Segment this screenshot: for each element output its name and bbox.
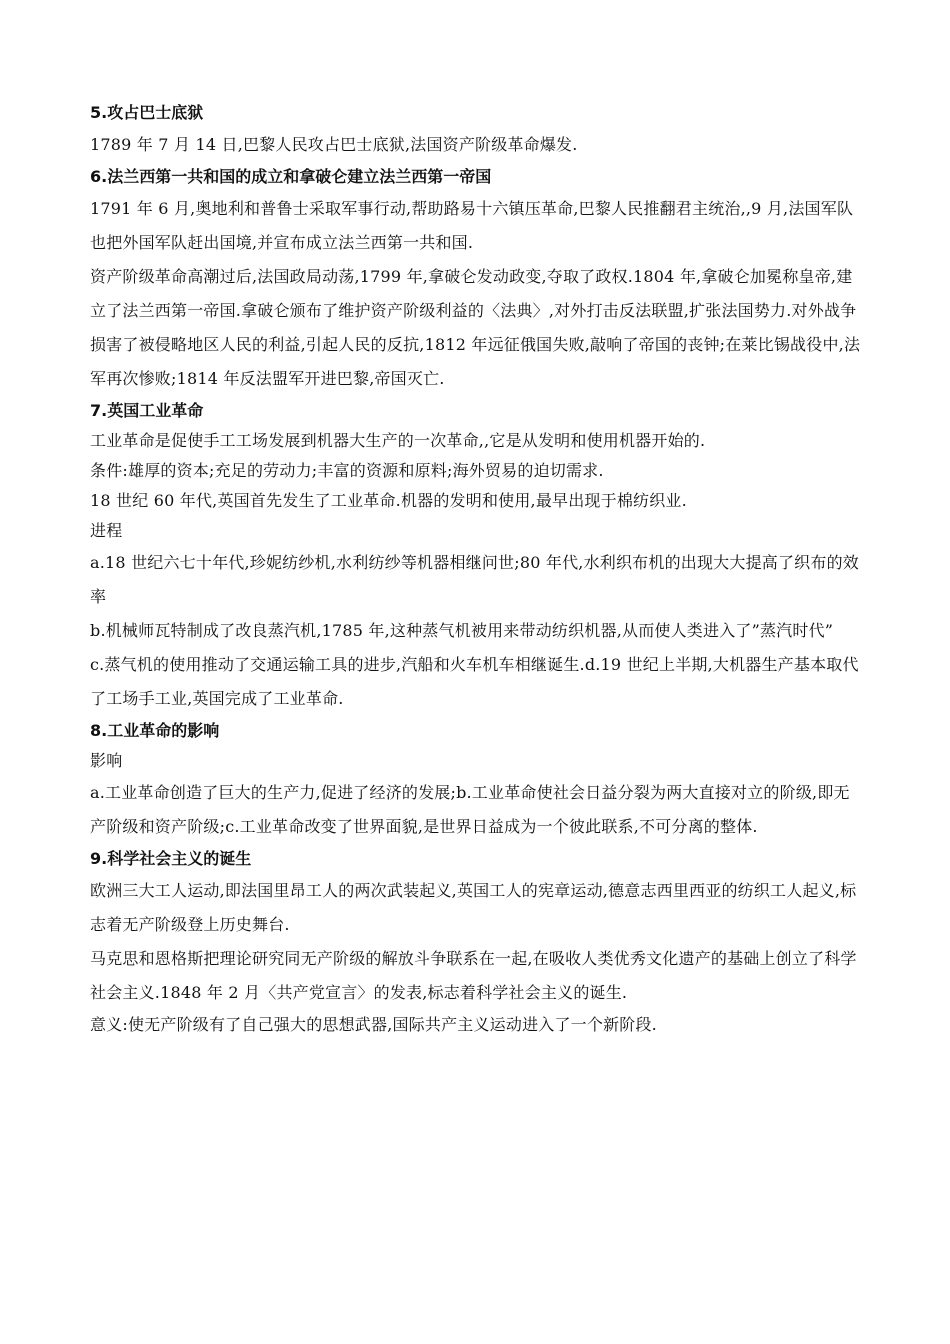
section-8 (90, 716, 865, 844)
paragraph: c.蒸气机的使用推动了交通运输工具的进步,汽船和火车机车相继诞生.d.19 世纪上半期,大机器生产基本取代了工场手工业,英国完成了工业革命. (90, 655, 859, 708)
paragraph: 意义:使无产阶级有了自己强大的思想武器,国际共产主义运动进入了一个新阶段. (90, 1015, 657, 1034)
paragraph: 马克思和恩格斯把理论研究同无产阶级的解放斗争联系在一起,在吸收人类优秀文化遗产的基础上创立了科学社会主义.1848 年 2 月〈共产党宣言〉的发表,标志着科学社会主义的诞生. (90, 949, 857, 1002)
section-5 (90, 98, 865, 162)
section-heading: 9.科学社会主义的诞生 (90, 849, 252, 868)
document-page (90, 98, 865, 1040)
paragraph: b.机械师瓦特制成了改良蒸汽机,1785 年,这种蒸气机被用来带动纺织机器,从而使人类进入了”蒸汽时代” (90, 621, 834, 640)
paragraph: 1791 年 6 月,奥地利和普鲁士采取军事行动,帮助路易十六镇压革命,巴黎人民推翻君主统治,,9 月,法国军队也把外国军队赶出国境,并宣布成立法兰西第一共和国. (90, 199, 854, 252)
section-heading: 7.英国工业革命 (90, 401, 204, 420)
paragraph: 18 世纪 60 年代,英国首先发生了工业革命.机器的发明和使用,最早出现于棉纺织业. (90, 491, 687, 510)
section-7 (90, 396, 865, 716)
section-heading: 6.法兰西第一共和国的成立和拿破仑建立法兰西第一帝国 (90, 167, 492, 186)
paragraph: 影响 (90, 751, 123, 770)
paragraph: a.18 世纪六七十年代,珍妮纺纱机,水利纺纱等机器相继问世;80 年代,水利织布机的出现大大提高了织布的效率 (90, 553, 859, 606)
paragraph: 1789 年 7 月 14 日,巴黎人民攻占巴士底狱,法国资产阶级革命爆发. (90, 135, 578, 154)
paragraph: a.工业革命创造了巨大的生产力,促进了经济的发展;b.工业革命使社会日益分裂为两大直接对立的阶级,即无产阶级和资产阶级;c.工业革命改变了世界面貌,是世界日益成为一个彼此联系,不可分离的整体. (90, 783, 850, 836)
paragraph: 工业革命是促使手工工场发展到机器大生产的一次革命,,它是从发明和使用机器开始的. (90, 431, 706, 450)
paragraph: 资产阶级革命高潮过后,法国政局动荡,1799 年,拿破仑发动政变,夺取了政权.1804 年,拿破仑加冕称皇帝,建立了法兰西第一帝国.拿破仑颁布了维护资产阶级利益的〈法典〉,对外打击反法联盟,扩张法国势力.对外战争损害了被侵略地区人民的利益,引起人民的反抗,1812 年远征俄国失败,敲响了帝国的丧钟;在莱比锡战役中,法军再次惨败;1814 年反法盟军开进巴黎,帝国灭亡. (90, 267, 861, 388)
paragraph: 进程 (90, 521, 123, 540)
section-heading: 8.工业革命的影响 (90, 721, 220, 740)
paragraph: 欧洲三大工人运动,即法国里昂工人的两次武装起义,英国工人的宪章运动,德意志西里西亚的纺织工人起义,标志着无产阶级登上历史舞台. (90, 881, 857, 934)
section-9 (90, 844, 865, 1040)
section-heading: 5.攻占巴士底狱 (90, 103, 204, 122)
paragraph: 条件:雄厚的资本;充足的劳动力;丰富的资源和原料;海外贸易的迫切需求. (90, 461, 604, 480)
section-6 (90, 162, 865, 396)
